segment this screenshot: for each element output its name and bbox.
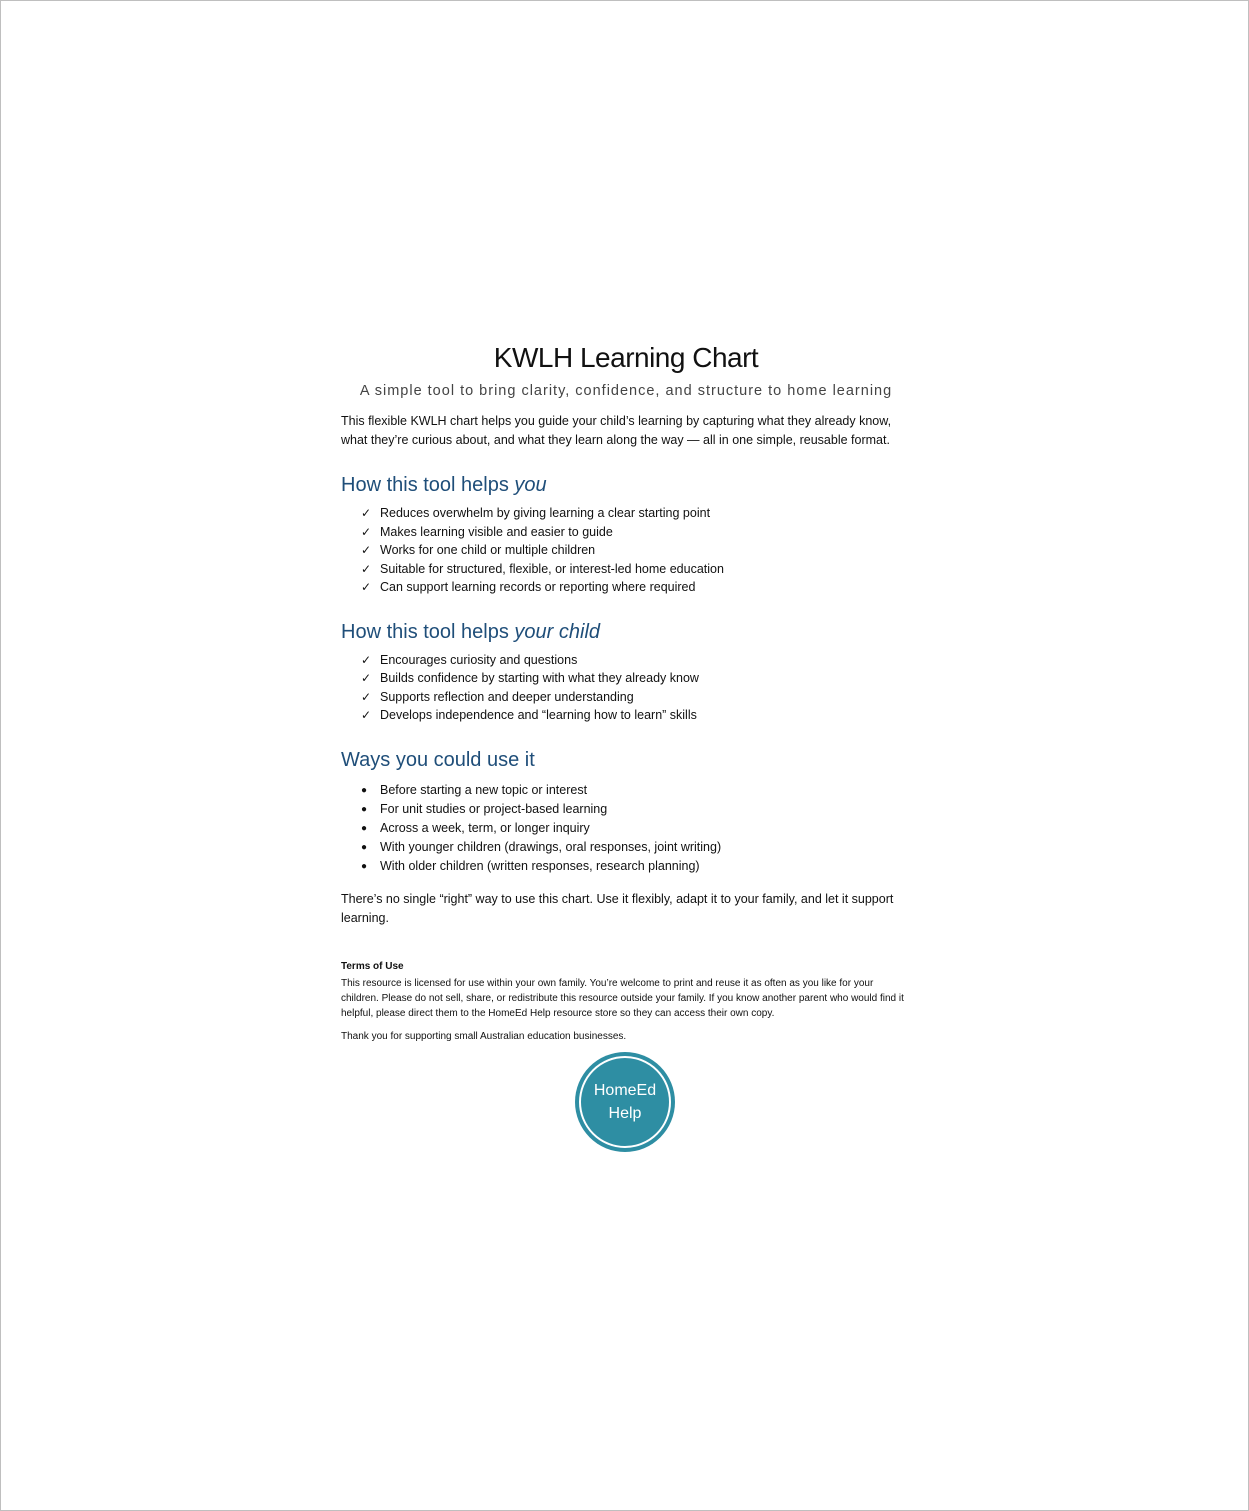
heading-emphasis: your child	[514, 620, 601, 643]
list-item	[341, 819, 911, 838]
list-item-text: Before starting a new topic or interest	[380, 782, 588, 797]
list-item	[341, 857, 911, 876]
checkmark-icon: ✓	[361, 580, 372, 594]
list-item	[341, 651, 911, 670]
list-item-text: Develops independence and “learning how to learn” skills	[380, 708, 697, 722]
ways-list	[341, 781, 911, 877]
bullet-icon: ●	[361, 861, 368, 873]
list-item	[341, 800, 911, 819]
bullet-icon: ●	[361, 803, 368, 815]
list-item	[341, 541, 911, 560]
checkmark-icon: ✓	[361, 524, 372, 539]
bullet-icon: ●	[361, 842, 368, 854]
list-item-text: Suitable for structured, flexible, or interest-led home education	[380, 561, 724, 576]
helps-you-list	[341, 504, 911, 597]
checkmark-icon: ✓	[361, 506, 372, 520]
document-body	[341, 340, 911, 1044]
checkmark-icon: ✓	[361, 543, 372, 557]
homeed-help-logo	[575, 1052, 675, 1152]
list-item-text: With older children (written responses, research planning)	[380, 859, 700, 874]
list-item-text: Reduces overwhelm by giving learning a clear starting point	[380, 506, 711, 520]
checkmark-icon: ✓	[361, 561, 372, 576]
list-item	[341, 706, 911, 725]
list-item-text: Supports reflection and deeper understanding	[380, 689, 634, 704]
closing-paragraph: There’s no single “right” way to use this chart. Use it flexibly, adapt it to your family, and let it support learning.	[341, 891, 894, 925]
checkmark-icon: ✓	[361, 708, 372, 722]
list-item	[341, 504, 911, 523]
heading-helps-you	[341, 472, 911, 498]
intro-paragraph: This flexible KWLH chart helps you guide your child’s learning by capturing what they already know, what they’re curious about, and what they learn along the way — all in one simple, reusable format.	[341, 414, 892, 447]
list-item	[341, 578, 911, 597]
list-item	[341, 523, 911, 542]
checkmark-icon: ✓	[361, 689, 372, 704]
heading-emphasis: you	[514, 474, 547, 496]
list-item	[341, 669, 911, 688]
list-item-text: Makes learning visible and easier to guide	[380, 524, 613, 539]
heading-text: How this tool helps	[341, 474, 515, 496]
logo-text	[575, 1079, 675, 1125]
list-item	[341, 560, 911, 579]
thanks-note: Thank you for supporting small Australian education businesses.	[341, 1031, 627, 1043]
bullet-icon: ●	[361, 822, 368, 834]
page-subtitle: A simple tool to bring clarity, confidence, and structure to home learning	[359, 383, 893, 399]
list-item	[341, 688, 911, 707]
logo-line-2: Help	[608, 1105, 642, 1122]
checkmark-icon: ✓	[361, 671, 372, 685]
terms-heading: Terms of Use	[341, 960, 404, 972]
checkmark-icon: ✓	[361, 652, 372, 667]
list-item-text: Works for one child or multiple children	[380, 543, 596, 557]
list-item-text: For unit studies or project-based learning	[380, 801, 608, 816]
list-item-text: Builds confidence by starting with what they already know	[380, 671, 699, 685]
list-item	[341, 838, 911, 857]
list-item-text: Across a week, term, or longer inquiry	[380, 820, 590, 835]
list-item-text: With younger children (drawings, oral responses, joint writing)	[380, 840, 722, 855]
heading-ways: Ways you could use it	[341, 748, 535, 771]
bullet-icon: ●	[361, 784, 368, 796]
helps-child-list	[341, 651, 911, 725]
list-item	[341, 781, 911, 800]
heading-text: How this tool helps	[341, 620, 515, 643]
list-item-text: Can support learning records or reporting where required	[380, 580, 696, 594]
list-item-text: Encourages curiosity and questions	[380, 652, 578, 667]
page-title: KWLH Learning Chart	[493, 342, 759, 373]
terms-body: This resource is licensed for use within your own family. You’re welcome to print and reuse it as often as you like for your children. Please do not sell, share, or redistribute this resource outside your family. If you know another parent who would find it helpful, please direct them to the HomeEd Help resource store so they can access their own copy.	[341, 977, 904, 1019]
heading-helps-child	[341, 619, 911, 645]
logo-line-1: HomeEd	[593, 1082, 657, 1099]
